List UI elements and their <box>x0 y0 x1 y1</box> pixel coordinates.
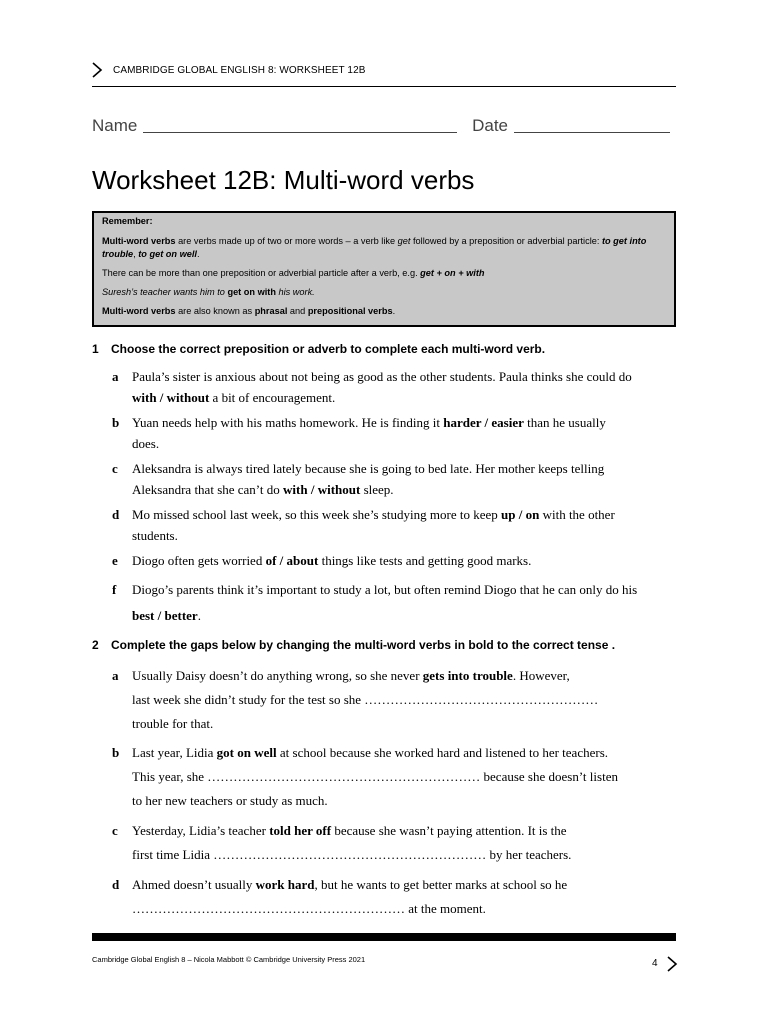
q1-item-f: f Diogo’s parents think it’s important to study a lot, but often remind Diogo that he can only do his best / better. <box>112 582 638 623</box>
answer-gap-line[interactable]: first time Lidia ……………………………………………………… by her teachers. <box>132 847 572 862</box>
q1-item-a: a Paula’s sister is anxious about not being as good as the other students. Paula thinks she could do with / without a bit of encouragement. <box>112 369 632 405</box>
footer-bar <box>92 933 676 941</box>
answer-choice[interactable]: with / without <box>132 390 210 405</box>
q2-item-b: b Last year, Lidia got on well at school because she worked hard and listened to her teachers. This year, she ……………………………………………………… because she doesn’t listen to her new teachers or study as much. <box>112 741 652 813</box>
date-label: Date <box>472 116 509 135</box>
chevron-right-icon <box>665 955 679 973</box>
question-2-instruction: 2 Complete the gaps below by changing the multi-word verbs in bold to the correct tense . <box>92 638 616 652</box>
remember-paragraph-1: Multi-word verbs are verbs made up of two or more words – a verb like get followed by a preposition or adverbial particle: to get into trouble, to get on well. <box>102 236 647 259</box>
remember-paragraph-2: There can be more than one preposition or adverbial particle after a verb, e.g. get + on + with <box>102 268 485 278</box>
name-label: Name <box>92 116 138 135</box>
q1-item-d: d Mo missed school last week, so this week she’s studying more to keep up / on with the other students. <box>112 507 615 543</box>
q2-item-a: a Usually Daisy doesn’t do anything wrong, so she never gets into trouble. However, last week she didn’t study for the test so she ……………………………………………… trouble for that. <box>112 664 652 736</box>
name-field[interactable] <box>143 116 457 133</box>
remember-paragraph-4: Multi-word verbs are also known as phrasal and prepositional verbs. <box>102 306 396 316</box>
header-divider <box>92 86 676 87</box>
remember-box <box>92 211 676 327</box>
name-date-row <box>92 116 670 136</box>
answer-gap-line[interactable]: This year, she ……………………………………………………… because she doesn’t listen <box>132 769 618 784</box>
answer-choice[interactable]: best / better <box>132 608 198 623</box>
q2-item-c: c Yesterday, Lidia’s teacher told her off because she wasn’t paying attention. It is the first time Lidia ……………………………………………………… by her teachers. <box>112 819 652 867</box>
answer-choice[interactable]: up / on <box>501 507 540 522</box>
answer-choice[interactable]: with / without <box>283 482 361 497</box>
question-1-instruction: 1 Choose the correct preposition or adverb to complete each multi-word verb. <box>92 342 546 356</box>
chevron-right-icon <box>90 61 104 79</box>
q1-item-e: e Diogo often gets worried of / about things like tests and getting good marks. <box>112 553 532 568</box>
worksheet-header: CAMBRIDGE GLOBAL ENGLISH 8: WORKSHEET 12B <box>113 65 366 76</box>
answer-gap-line[interactable]: last week she didn’t study for the test so she ……………………………………………… <box>132 692 599 707</box>
date-field[interactable] <box>514 116 670 133</box>
page-title: Worksheet 12B: Multi-word verbs <box>92 165 475 195</box>
q1-item-c: c Aleksandra is always tired lately because she is going to bed late. Her mother keeps telling Aleksandra that she can’t do with / without sleep. <box>112 461 605 497</box>
remember-example: Suresh’s teacher wants him to get on with his work. <box>102 287 315 297</box>
answer-choice[interactable]: harder / easier <box>443 415 524 430</box>
page-number: 4 <box>652 958 658 969</box>
footer-credit: Cambridge Global English 8 – Nicola Mabbott © Cambridge University Press 2021 <box>92 955 366 964</box>
q2-item-d: d Ahmed doesn’t usually work hard, but he wants to get better marks at school so he ……………………………………………………… at the moment. <box>112 873 652 921</box>
q1-item-b: b Yuan needs help with his maths homework. He is finding it harder / easier than he usually does. <box>112 415 606 451</box>
answer-choice[interactable]: of / about <box>265 553 319 568</box>
answer-gap-line[interactable]: ……………………………………………………… at the moment. <box>132 901 486 916</box>
remember-title: Remember: <box>102 216 153 226</box>
